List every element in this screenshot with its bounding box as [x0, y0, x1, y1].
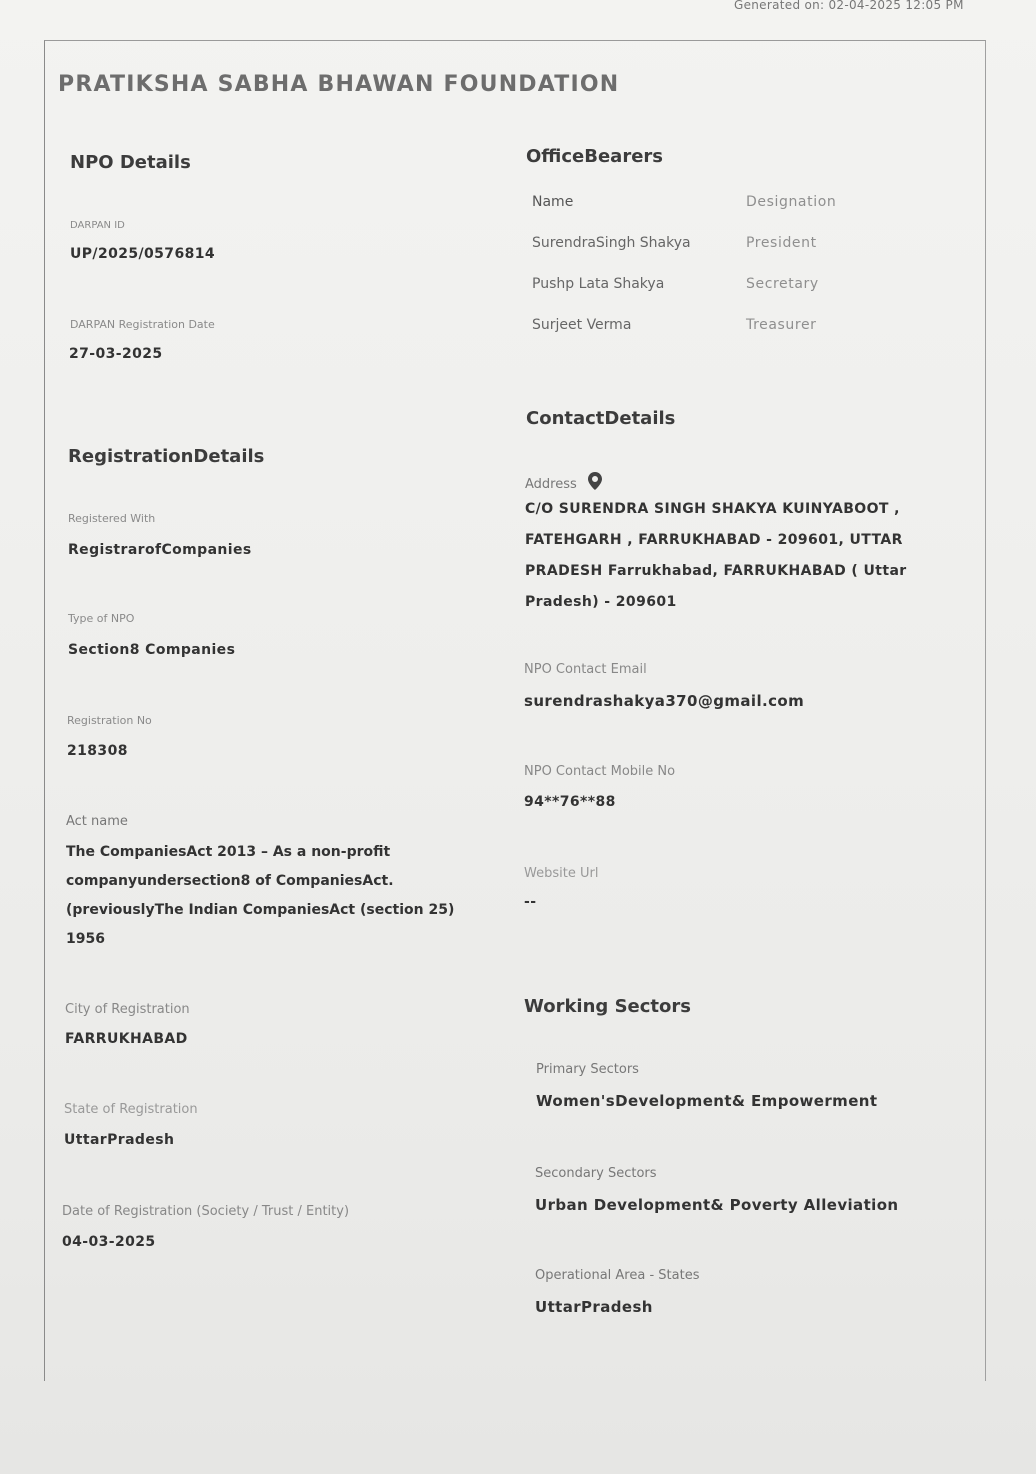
email-value: surendrashakya370@gmail.com — [524, 692, 805, 710]
table-row — [532, 235, 892, 276]
npo-type-value: Section8 Companies — [68, 642, 236, 658]
darpan-id-value: UP/2025/0576814 — [70, 246, 216, 262]
mobile-value: 94**76**88 — [524, 794, 616, 810]
bearers-name-header: Name — [532, 194, 574, 210]
state-value: UttarPradesh — [64, 1132, 175, 1148]
working-sectors-heading: Working Sectors — [524, 996, 691, 1017]
bearer-name: Pushp Lata Shakya — [532, 276, 665, 292]
darpan-reg-date-label: DARPAN Registration Date — [70, 318, 215, 331]
table-row — [532, 276, 892, 317]
state-label: State of Registration — [64, 1102, 198, 1117]
office-bearers-table — [532, 194, 892, 358]
website-label: Website Url — [524, 866, 599, 881]
act-name-value: The CompaniesAct 2013 – As a non-profit companyundersection8 of CompaniesAct. (previouslyThe Indian CompaniesAct (section 25) 1956 — [66, 844, 455, 947]
bearer-name: Surjeet Verma — [532, 317, 632, 333]
registered-with-value: RegistrarofCompanies — [68, 542, 252, 558]
primary-sectors-value: Women'sDevelopment& Empowerment — [536, 1092, 878, 1110]
bearers-designation-header: Designation — [746, 194, 837, 210]
registration-no-label: Registration No — [67, 714, 152, 727]
bearer-designation: Secretary — [746, 276, 819, 292]
operational-area-value: UttarPradesh — [535, 1298, 653, 1316]
website-value: -- — [524, 894, 537, 910]
secondary-sectors-value: Urban Development& Poverty Alleviation — [535, 1196, 899, 1214]
npo-type-label: Type of NPO — [68, 612, 135, 625]
registered-with-label: Registered With — [68, 512, 156, 525]
operational-area-label: Operational Area - States — [535, 1268, 700, 1283]
darpan-id-label: DARPAN ID — [70, 220, 125, 231]
organization-name: PRATIKSHA SABHA BHAWAN FOUNDATION — [58, 72, 620, 97]
primary-sectors-label: Primary Sectors — [536, 1062, 639, 1077]
npo-details-heading: NPO Details — [70, 152, 191, 173]
office-bearers-heading: OfficeBearers — [526, 146, 664, 167]
bearer-designation: Treasurer — [746, 317, 817, 333]
contact-details-heading: ContactDetails — [526, 408, 676, 429]
address-value: C/O SURENDRA SINGH SHAKYA KUINYABOOT , FATEHGARH , FARRUKHABAD - 209601, UTTAR PRADESH Farrukhabad, FARRUKHABAD ( Uttar Pradesh) - 209601 — [525, 501, 907, 610]
act-name-label: Act name — [66, 814, 128, 829]
table-row — [532, 317, 892, 358]
city-value: FARRUKHABAD — [65, 1031, 188, 1047]
registration-no-value: 218308 — [67, 743, 128, 759]
city-label: City of Registration — [65, 1002, 190, 1017]
generated-on-text: Generated on: 02-04-2025 12:05 PM — [734, 0, 964, 12]
registration-date-label: Date of Registration (Society / Trust / Entity) — [62, 1204, 350, 1219]
email-label: NPO Contact Email — [524, 662, 647, 677]
bearer-name: SurendraSingh Shakya — [532, 235, 691, 251]
bearers-header-row — [532, 194, 892, 235]
darpan-reg-date-value: 27-03-2025 — [69, 346, 163, 362]
bearer-designation: President — [746, 235, 817, 251]
registration-details-heading: RegistrationDetails — [68, 446, 265, 467]
secondary-sectors-label: Secondary Sectors — [535, 1166, 657, 1181]
registration-date-value: 04-03-2025 — [62, 1234, 156, 1250]
mobile-label: NPO Contact Mobile No — [524, 764, 676, 779]
map-pin-icon — [588, 472, 602, 494]
address-label-row — [525, 472, 602, 494]
address-label: Address — [525, 477, 577, 492]
